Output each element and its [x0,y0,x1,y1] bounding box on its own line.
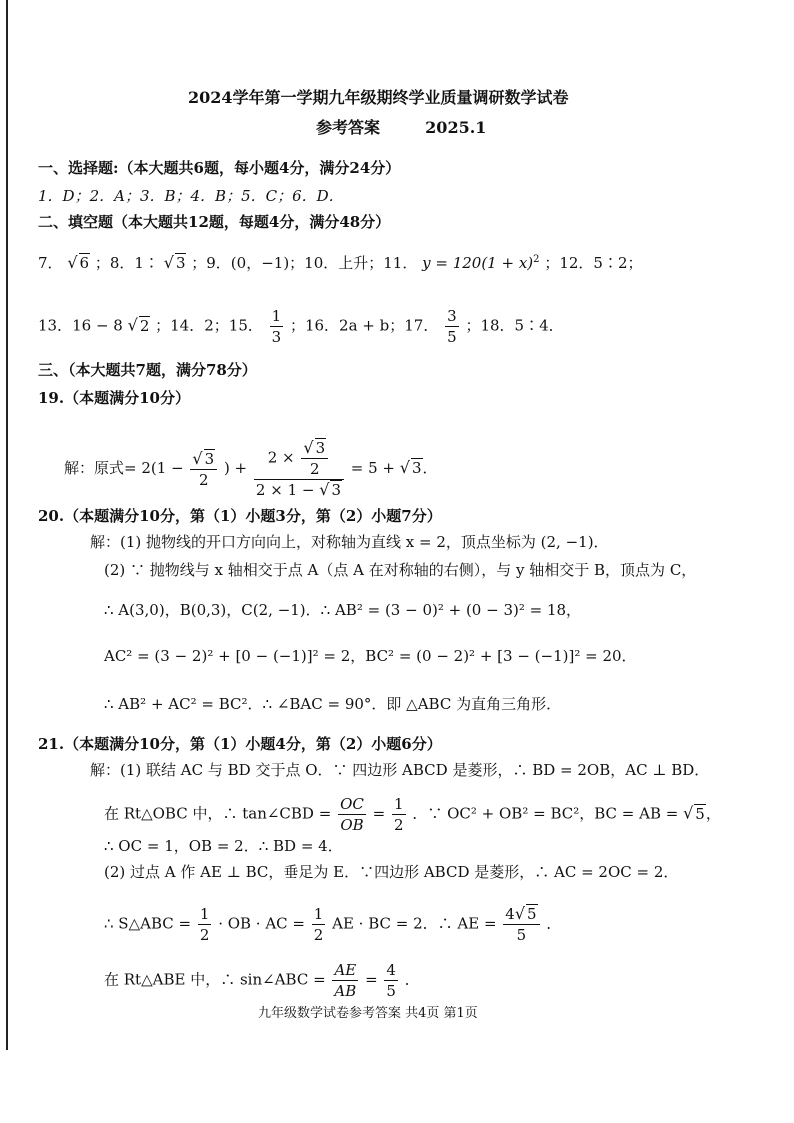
fraction-numerator: 1 [313,905,324,923]
equals: = [372,804,386,823]
fraction-numerator: 4 [386,961,396,979]
section2-heading: 二、填空题（本大题共12题，每题4分，满分48分） [38,213,391,231]
q20-heading: 20.（本题满分10分，第（1）小题3分，第（2）小题7分） [38,507,442,525]
q21-line5-end: ． [546,914,562,933]
q20-line3: ∴ A(3,0)，B(0,3)，C(2, −1)．∴ AB² = (3 − 0)² + (0 − 3)² = 18， [104,601,582,619]
fraction-denominator: OB [340,816,364,834]
sqrt-icon: √ [163,253,174,272]
fraction-denominator: 2 [199,926,210,944]
q16-q17-label: ；16．2a + b；17． [289,316,439,335]
q21-frac-half-2 [312,904,326,945]
inner-fraction [301,438,328,479]
q21-line5-prefix: ∴ S△ABC = [104,914,192,933]
radicand: 5 [695,804,705,823]
q21-frac-oc-ob [338,794,366,835]
q19-heading: 19.（本题满分10分） [38,389,190,407]
fraction-numerator [503,904,539,925]
q21-line2 [104,794,721,835]
q12-text: ；12．5∶2； [544,254,643,272]
section3-heading: 三、（本大题共7题，满分78分） [38,361,257,379]
q19-result: = 5 + [350,459,395,477]
q21-line2-prefix: 在 Rt△OBC 中，∴ tan∠CBD = [104,804,332,823]
q20-line4: AC² = (3 − 2)² + [0 − (−1)]² = 2，BC² = (0 − 2)² + [3 − (−1)]² = 20． [104,647,637,665]
q13-radicand: 2 [139,316,150,335]
subtitle-text: 参考答案 [316,118,381,137]
fraction-denominator: 5 [516,926,527,944]
fraction-numerator: OC [340,795,364,813]
q19-end: ． [422,459,438,477]
fraction-denominator: 2 [310,460,320,478]
sqrt-icon: √ [303,438,314,457]
denominator-term: 2 × 1 − [255,481,315,499]
section2-line2 [38,306,564,347]
fraction-denominator: AB [334,982,357,1000]
q21-frac-half [392,794,406,835]
fraction-denominator: 3 [271,328,282,346]
fraction-numerator: AE [332,960,358,981]
q21-line6-prefix: 在 Rt△ABE 中，∴ sin∠ABC = [104,970,326,989]
q21-frac-ae-ab [332,960,358,1001]
q11-exponent: 2 [533,254,540,265]
q21-line3: ∴ OC = 1，OB = 2．∴ BD = 4． [104,837,343,855]
q19-solution [64,438,438,500]
fraction-denominator: 5 [386,982,396,1000]
sqrt-icon: √ [67,253,78,272]
q17-fraction [445,306,459,347]
q21-line1: 解：(1) 联结 AC 与 BD 交于点 O．∵ 四边形 ABCD 是菱形，∴ BD = 2OB，AC ⊥ BD． [90,761,710,779]
fraction-numerator: 1 [271,307,282,325]
binding-margin-line [6,0,8,1050]
q21-line6 [104,960,420,1001]
page-footer: 九年级数学试卷参考答案 共4页 第1页 [258,1006,478,1021]
radicand: 3 [411,459,422,477]
radicand: 5 [527,905,537,923]
fraction-denominator [254,480,344,500]
fraction-numerator [254,438,344,480]
q20-line5: ∴ AB² + AC² = BC²．∴ ∠BAC = 90°．即 △ABC 为直角三角形． [104,695,562,713]
q7-radicand: 6 [79,254,90,272]
q8-radicand: 3 [175,254,186,272]
sqrt-icon: √ [514,904,526,923]
q21-frac-half-1 [198,904,212,945]
q21-line5-mid2: AE · BC = 2．∴ AE = [332,914,497,933]
q19-fraction-2 [254,438,344,500]
q15-fraction [270,306,284,347]
numerator-term: 2 × [267,448,295,467]
fraction-denominator: 2 [394,816,404,834]
q19-plus: ) + [223,459,248,477]
page-subtitle [316,118,486,138]
fraction-numerator: 3 [447,307,457,325]
q21-line6-end: ． [404,970,420,989]
radicand: 3 [315,439,326,457]
q14-q15-label: ；14．2；15． [155,316,263,335]
q9-q11-text: ；9．(0，−1)；10．上升；11． [191,254,418,272]
q19-fraction-1 [190,449,217,490]
exam-date: 2025.1 [425,118,487,137]
fraction-numerator: 1 [394,795,404,813]
fraction-denominator: 2 [313,926,324,944]
sqrt-icon: √ [399,458,410,477]
q21-frac-four-fifths [384,960,398,1001]
equals: = [365,970,378,989]
fraction-denominator: 5 [447,328,457,346]
q19-prefix: 解：原式= 2(1 − [64,459,184,477]
q7-label: 7． [38,254,63,272]
q21-frac-ae [503,904,539,945]
q8-label: ；8．1∶ [94,254,159,272]
fraction-numerator [190,449,217,470]
q21-line4: (2) 过点 A 作 AE ⊥ BC，垂足为 E．∵四边形 ABCD 是菱形，∴ AC = 2OC = 2． [104,863,679,881]
q21-line2-end: ， [705,804,721,823]
fraction-numerator [301,438,328,459]
radicand: 3 [204,449,215,468]
q18-text: ；18．5∶4． [465,316,564,335]
sqrt-icon: √ [192,448,203,468]
fraction-numerator: 1 [199,905,210,923]
sqrt-icon: √ [319,480,330,499]
section1-answers: 1．D；2．A；3．B；4．B；5．C；6．D． [38,187,344,205]
sqrt-icon: √ [127,315,138,335]
sqrt-icon: √ [683,803,694,823]
page-title: 2024学年第一学期九年级期终学业质量调研数学试卷 [188,88,569,107]
q20-line2: (2) ∵ 抛物线与 x 轴相交于点 A（点 A 在对称轴的右侧），与 y 轴相交于 B，顶点为 C， [104,561,697,579]
radicand: 3 [331,481,341,499]
q21-line5 [104,904,561,945]
coefficient: 4 [505,905,515,923]
q13-label: 13．16 − 8 [38,316,123,335]
q11-expression: y = 120(1 + x) [422,254,534,272]
q20-line1: 解：(1) 抛物线的开口方向向上，对称轴为直线 x = 2，顶点坐标为 (2, −1)． [90,533,609,551]
fraction-denominator: 2 [199,470,209,489]
q21-heading: 21.（本题满分10分，第（1）小题4分，第（2）小题6分） [38,735,442,753]
q21-line2-middle: ．∵ OC² + OB² = BC²，BC = AB = [412,804,679,823]
section2-line1 [38,250,643,273]
section1-heading: 一、选择题:（本大题共6题，每小题4分，满分24分） [38,159,401,177]
q21-line5-mid1: · OB · AC = [218,914,305,933]
